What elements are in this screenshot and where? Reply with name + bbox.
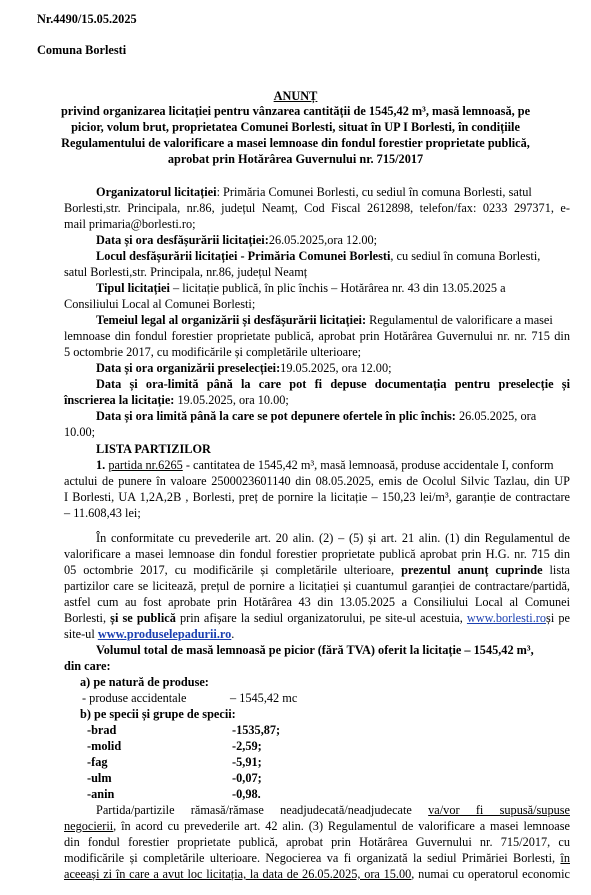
conformity-line-4: partizilor care se licitează, prețul de pornire a licitației și cuantumul garanției de contractare/partidă, — [64, 579, 570, 593]
species-value: -1535,87; — [232, 723, 281, 737]
product-value: – 1545,42 mc — [230, 691, 298, 705]
species-value: -5,91; — [232, 755, 262, 769]
conformity-line-2: valorificare a masei lemnoase din fondul forestier proprietate publică aprobat prin H.G. nr. 715 din — [64, 547, 570, 561]
organizer-label: Organizatorul licitației — [96, 185, 217, 199]
conformity-line-6: Borlesti, și se publică prin afișare la sediul organizatorului, pe site-ul acestuia, www.borlesti.roși pe — [64, 611, 570, 625]
remaining-line-1: Partida/partizile rămasă/rămase neadjudecată/neadjudecate va/vor fi supusă/supuse — [96, 803, 570, 817]
volume-line-1: Volumul total de masă lemnoasă pe picior (fără TVA) oferit la licitație – 1545,42 m³, — [96, 643, 534, 657]
type-line-2: Consiliului Local al Comunei Borlesti; — [64, 297, 256, 311]
title-line-1: privind organizarea licitației pentru vânzarea cantității de 1545,42 m³, masă lemnoasă, pe — [60, 104, 531, 118]
species-name: -molid — [87, 739, 122, 753]
conformity-line-5: astfel cum au fost aprobate prin Hotărârea 43 din 13.05.2025 a Consiliului Local al Comunei — [64, 595, 570, 609]
legal-line-2: lemnoase din fondul forestier proprietate publică, aprobat prin Hotărârea Guvernului nr. nr. 715 din — [64, 329, 570, 343]
organizer-line-3: mail primaria@borlesti.ro; — [64, 217, 196, 231]
species-name: -anin — [87, 787, 115, 801]
location-line-1: Locul desfășurării licitației - Primăria Comunei Borlesti, cu sediul în comuna Borlesti, — [96, 249, 541, 263]
announcement-heading: ANUNȚ — [273, 89, 318, 103]
species-label: b) pe specii și grupe de specii: — [80, 707, 236, 721]
conformity-line-7: site-ul www.produselepadurii.ro. — [64, 627, 235, 641]
deadline-offers-line-2: 10.00; — [64, 425, 96, 439]
remaining-line-3: din fondul forestier proprietate publică, aprobat prin Hotărârea Guvernului nr. 715/2017, cu — [64, 835, 570, 849]
partizi-heading: LISTA PARTIZILOR — [96, 442, 211, 456]
species-name: -ulm — [87, 771, 112, 785]
nature-label: a) pe natură de produse: — [80, 675, 209, 689]
partida-line-1: 1. partida nr.6265 - cantitatea de 1545,42 m³, masă lemnoasă, produse accidentale I, conform — [96, 458, 554, 472]
remaining-line-2: negocierii, în acord cu prevederile art. 42 alin. (3) Regulamentul de valorificare a masei lemnoase — [64, 819, 570, 833]
title-line-4: aprobat prin Hotărârea Guvernului nr. 715/2017 — [167, 152, 424, 166]
product-name: - produse accidentale — [82, 691, 187, 705]
remaining-line-4: modificările și completările ulterioare. Negocierea va fi organizată la sediul Primăriei Borlesti, în — [64, 851, 570, 865]
species-value: -2,59; — [232, 739, 262, 753]
deadline-docs-line-1: Data și ora-limită până la care pot fi depuse documentația pentru preselecție și — [96, 377, 570, 391]
type-line-1: Tipul licitației – licitație publică, în plic închis – Hotărârea nr. 43 din 13.05.2025 a — [96, 281, 506, 295]
remaining-line-5: aceeași zi în care a avut loc licitația, la data de 26.05.2025, ora 15.00, numai cu operatorul economic — [64, 867, 570, 881]
link-produselepadurii[interactable]: www.produselepadurii.ro — [97, 627, 232, 641]
title-line-2: picior, volum brut, proprietatea Comunei Borlesti, situat în UP I Borlesti, în condițiile — [71, 120, 520, 134]
legal-line-1: Temeiul legal al organizării și desfășurării licitației: Regulamentul de valorificare a masei — [96, 313, 553, 327]
species-value: -0,98. — [232, 787, 261, 801]
link-borlesti[interactable]: www.borlesti.ro — [466, 611, 547, 625]
issuer-name: Comuna Borlesti — [37, 43, 127, 57]
auction-datetime: Data și ora desfășurării licitației:26.05.2025,ora 12.00; — [96, 233, 378, 247]
location-line-2: satul Borlesti,str. Principala, nr.86, județul Neamț — [64, 265, 308, 279]
legal-line-3: 5 octombrie 2017, cu modificările și completările ulterioare; — [64, 345, 362, 359]
conformity-line-3: 05 octombrie 2017, cu modificările și completările ulterioare, prezentul anunț cuprinde lista — [64, 563, 570, 577]
document-number: Nr.4490/15.05.2025 — [37, 12, 137, 26]
conformity-line-1: În conformitate cu prevederile art. 20 alin. (2) – (5) și art. 21 alin. (1) din Regulamentul de — [96, 531, 570, 545]
partida-line-4: – 11.608,43 lei; — [64, 506, 141, 520]
species-name: -brad — [87, 723, 117, 737]
organizer-line-1: Organizatorul licitației: Primăria Comunei Borlesti, cu sediul în comuna Borlesti, satul — [96, 185, 532, 199]
organizer-line-2: Borlesti,str. Principala, nr.86, județul Neamț, Cod Fiscal 2612898, telefon/fax: 0233 297371, e- — [64, 201, 570, 215]
species-name: -fag — [87, 755, 108, 769]
species-value: -0,07; — [232, 771, 262, 785]
deadline-docs-line-2: înscrierea la licitație: 19.05.2025, ora 10.00; — [64, 393, 289, 407]
partida-number: partida nr.6265 — [108, 458, 183, 472]
preselection-datetime: Data și ora organizării preselecției:19.05.2025, ora 12.00; — [96, 361, 392, 375]
title-line-3: Regulamentului de valorificare a masei lemnoase din fondul forestier proprietate publică, — [61, 136, 530, 150]
deadline-offers-line-1: Data și ora limită până la care se pot depunere ofertele în plic închis: 26.05.2025, ora — [96, 409, 537, 423]
volume-line-2: din care: — [64, 659, 111, 673]
partida-line-2: actului de punere în valoare 2500023601140 din 08.05.2025, emis de Ocolul Silvic Tazlau, din UP — [64, 474, 570, 488]
partida-line-3: I Borlesti, UA 1,2A,2B , Borlesti, preț de pornire la licitație – 150,23 lei/m³, garanție de contractare — [64, 490, 570, 504]
